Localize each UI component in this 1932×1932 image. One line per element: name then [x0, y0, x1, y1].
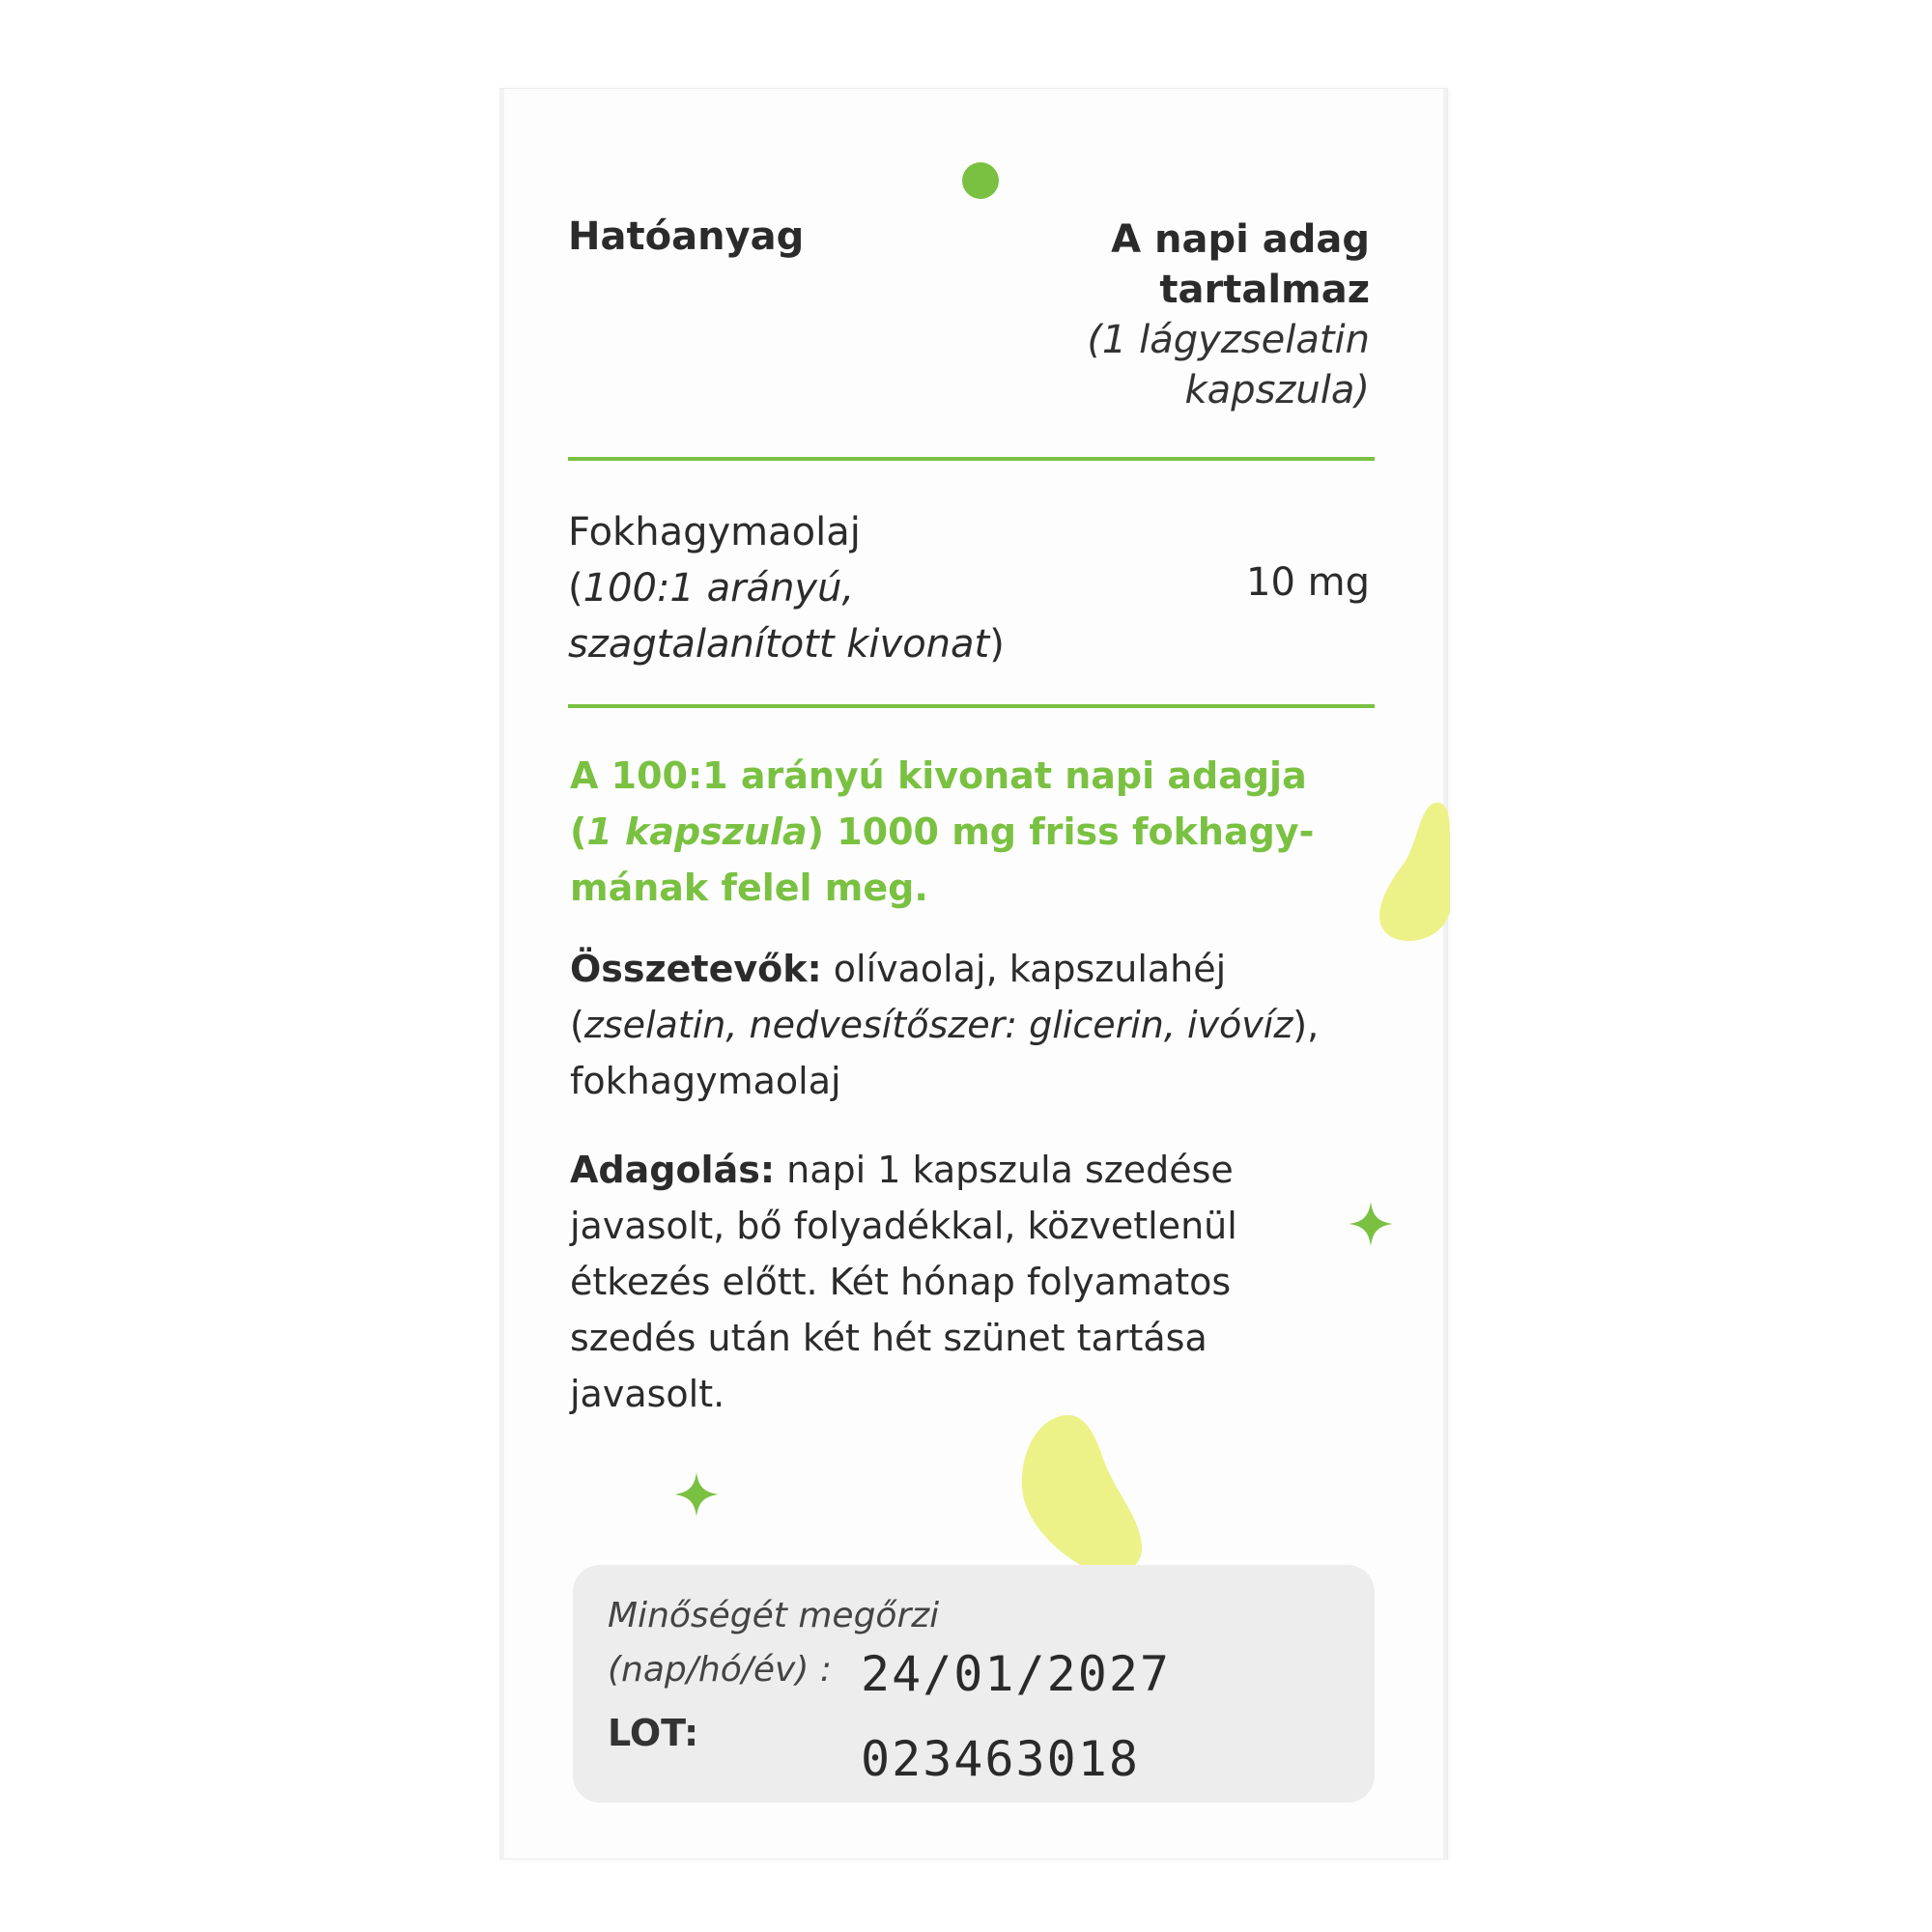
sparkle-icon-right	[1349, 1202, 1393, 1246]
dosage-line4: szedés után két hét szünet tartása	[570, 1317, 1208, 1359]
ingredient-column-header: Hatóanyag	[568, 214, 805, 259]
highlight-paragraph	[570, 748, 1362, 916]
daily-dose-sub-line2: kapszula)	[1184, 368, 1370, 412]
ingredient-detail-line2: szagtalanított kivonat)	[568, 622, 1005, 667]
daily-dose-column-header	[964, 214, 1370, 415]
product-box-back-panel	[500, 89, 1447, 1859]
ingredients-line1: Összetevők: olívaolaj, kapszulahéj	[570, 948, 1227, 990]
table-top-rule	[568, 457, 1375, 461]
ingredients-line3: fokhagymaolaj	[570, 1060, 841, 1102]
best-before-label: Minőségét megőrzi	[608, 1596, 940, 1635]
sparkle-icon-left	[674, 1472, 719, 1517]
highlight-line2: (1 kapszula) 1000 mg friss fokhagy-	[570, 810, 1315, 853]
dosage-line2: javasolt, bő folyadékkal, közvetlenül	[570, 1205, 1237, 1247]
box-left-edge	[500, 89, 504, 1859]
dosage-line5: javasolt.	[570, 1373, 725, 1415]
best-before-stamp-area	[573, 1565, 1375, 1803]
ingredient-amount: 10 mg	[1246, 560, 1370, 605]
date-format-label: (nap/hó/év) :	[608, 1650, 832, 1690]
ingredient-cell	[568, 504, 1109, 672]
ingredient-detail-line1: (100:1 arányú,	[568, 566, 855, 611]
daily-dose-header-line2: tartalmaz	[1159, 268, 1370, 312]
highlight-line3: mának felel meg.	[570, 867, 928, 909]
best-before-date: 24/01/2027	[861, 1646, 1172, 1702]
ingredients-paragraph	[570, 941, 1372, 1109]
dosage-line3: étkezés előtt. Két hónap folyamatos	[570, 1261, 1232, 1303]
ingredients-line2: (zselatin, nedvesítőszer: glicerin, ivóvíz),	[570, 1004, 1320, 1046]
green-dot-icon	[962, 162, 999, 199]
box-right-edge	[1443, 89, 1447, 1859]
highlight-line1: A 100:1 arányú kivonat napi adagja	[570, 754, 1307, 797]
dosage-line1: Adagolás: napi 1 kapszula szedése	[570, 1149, 1234, 1191]
daily-dose-header-line1: A napi adag	[1111, 217, 1370, 262]
ingredient-name: Fokhagymaolaj	[568, 510, 861, 554]
lot-number: 023463018	[861, 1731, 1140, 1787]
dosage-paragraph	[570, 1142, 1372, 1422]
yellow-petal-icon	[1375, 796, 1452, 951]
daily-dose-sub-line1: (1 lágyzselatin	[1087, 318, 1370, 362]
lot-label: LOT:	[608, 1712, 699, 1754]
table-bottom-rule	[568, 704, 1375, 708]
yellow-petal-icon-lower	[1014, 1410, 1150, 1584]
